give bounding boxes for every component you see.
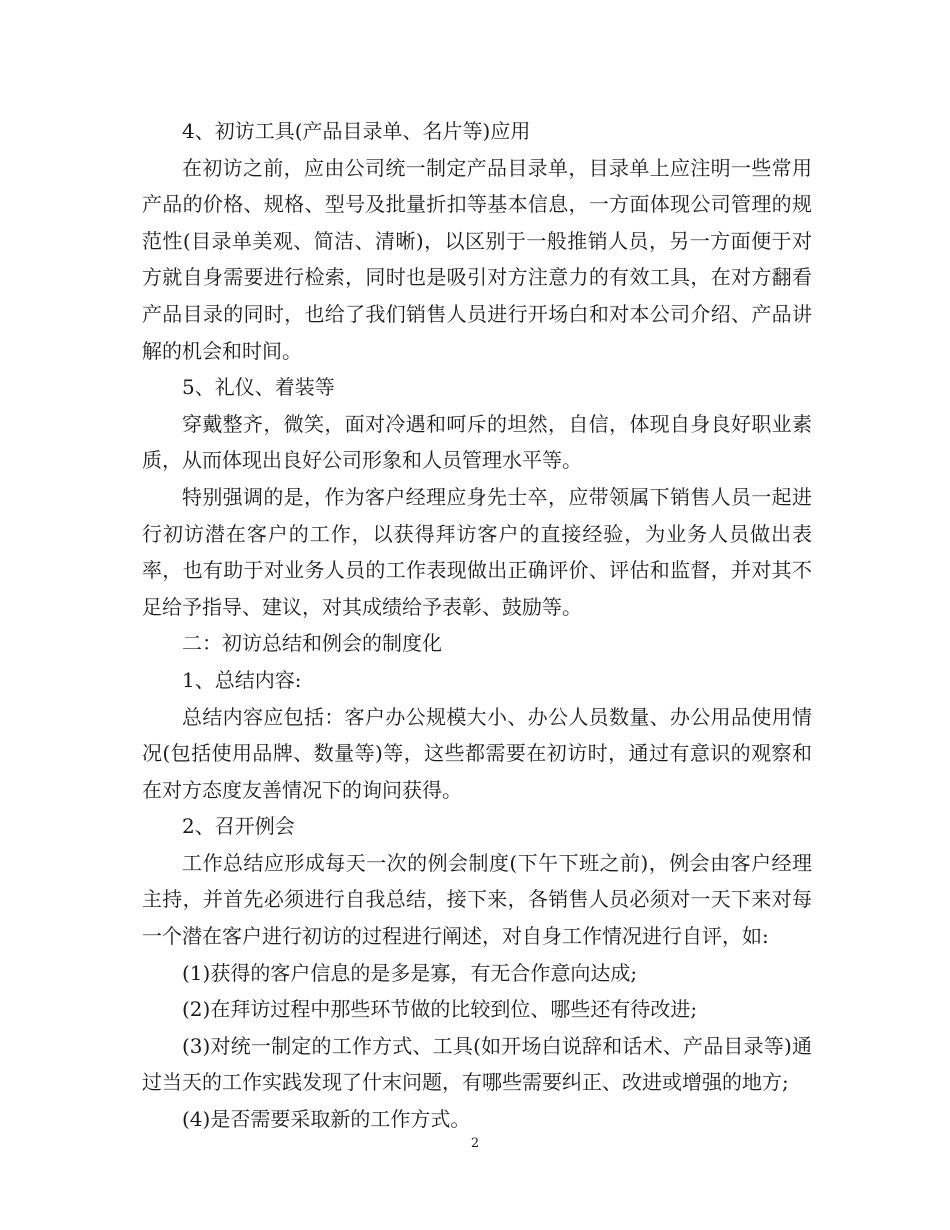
list-item-1: (1)获得的客户信息的是多是寡，有无合作意向达成; (182, 960, 638, 985)
paragraph-meeting-system: 工作总结应形成每天一次的例会制度(下午下班之前)，例会由客户经理主持，并首先必须进行自我总结，接下来，各销售人员必须对一天下来对每一个潜在客户进行初访的过程进行阐述，对自身工作情况进行自评，如: (142, 850, 812, 949)
paragraph-summary-content: 总结内容应包括：客户办公规模大小、办公人员数量、办公用品使用情况(包括使用品牌、数量等)等，这些都需要在初访时，通过有意识的观察和在对方态度友善情况下的询问获得。 (142, 704, 812, 802)
list-item-3: (3)对统一制定的工作方式、工具(如开场白说辞和话术、产品目录等)通过当天的工作实践发现了什末问题，有哪些需要纠正、改进或增强的地方; (142, 1033, 812, 1095)
section-heading-regular-meeting: 2、召开例会 (182, 814, 295, 839)
section-heading-summary-content: 1、总结内容: (182, 667, 302, 692)
section-heading-summary-meetings: 二：初访总结和例会的制度化 (182, 631, 442, 656)
paragraph-manager-emphasis: 特别强调的是，作为客户经理应身先士卒，应带领属下销售人员一起进行初访潜在客户的工作，以获得拜访客户的直接经验，为业务人员做出表率，也有助于对业务人员的工作表现做出正确评价、评估和监督，并对其不足给予指导、建议，对其成绩给予表彰、鼓励等。 (142, 484, 812, 619)
list-item-4: (4)是否需要采取新的工作方式。 (182, 1107, 471, 1132)
document-body (142, 113, 812, 1138)
page-number: 2 (470, 1136, 480, 1151)
list-item-2: (2)在拜访过程中那些环节做的比较到位、哪些还有待改进; (182, 997, 698, 1022)
paragraph-dress-code: 穿戴整齐，微笑，面对冷遇和呵斥的坦然，自信，体现自身良好职业素质，从而体现出良好公司形象和人员管理水平等。 (142, 411, 812, 473)
section-heading-initial-visit-tools: 4、初访工具(产品目录单、名片等)应用 (182, 119, 531, 143)
section-heading-etiquette: 5、礼仪、着装等 (182, 375, 335, 400)
paragraph-product-catalog: 在初访之前，应由公司统一制定产品目录单，目录单上应注明一些常用产品的价格、规格、型号及批量折扣等基本信息，一方面体现公司管理的规范性(目录单美观、简洁、清晰)，以区别于一般推销人员，另一方面便于对方就自身需要进行检索，同时也是吸引对方注意力的有效工具，在对方翻看产品目录的同时，也给了我们销售人员进行开场白和对本公司介绍、产品讲解的机会和时间。 (142, 155, 812, 363)
